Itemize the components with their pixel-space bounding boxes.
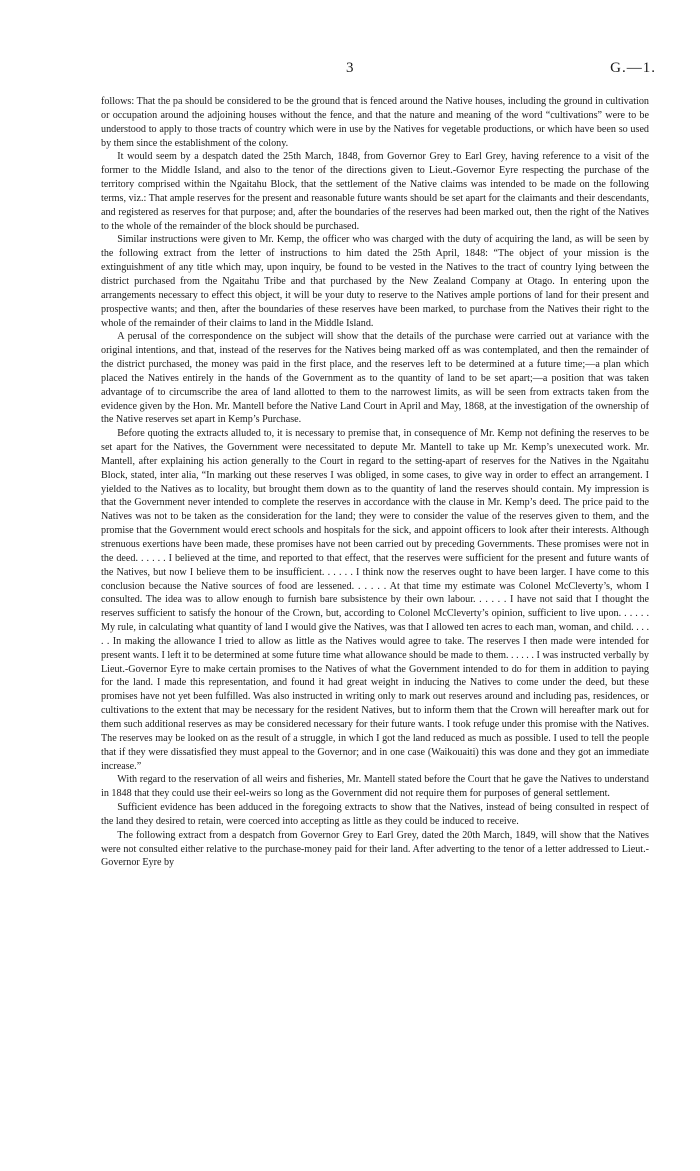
paragraph: It would seem by a despatch dated the 25th March, 1848, from Governor Grey to Earl Grey, having reference to a visit of the former to the Middle Island, and also to the tenor of the directions given to Lieut.-Governor Eyre respecting the purchase of the territory comprised within the Ngaitahu Block, that the settlement of the Native claims was intended to be made on the following terms, viz.: That ample reserves for the present and reasonable future wants should be set apart for the claimants and their descendants, and registered as reserves for that purpose; and, after the boundaries of the reserves had been marked out, then the right of the Natives to the whole of the remainder of the block should be purchased. bbox=[101, 151, 649, 232]
paragraph: Before quoting the extracts alluded to, it is necessary to premise that, in consequence of Mr. Kemp not defining the reserves to be set apart for the Natives, the Government were necessitated to depute Mr. Mantell to take up Mr. Kemp’s unexecuted work. Mr. Mantell, after explaining his action generally to the Court in regard to the setting-apart of reserves for the Natives in the Ngaitahu Block, stated, inter alia, “In marking out these reserves I was obliged, in some cases, to give way in order to effect an arrangement. I yielded to the Natives as to locality, but brought them down as to the quantity of land the reserves should contain. My impression is that the Government never intended to complete the reserves in accordance with the clause in Mr. Kemp’s deed. The price paid to the Natives was not to be taken as the consideration for the land; they were to consider the value of the reserves given to them, and the promise that the Government would erect schools and hospitals for the sick, and appoint officers to look after their interests. Although strenuous exertions have been made, these promises have not been carried out by preceding Governments. These promises were not in the deed. . . . . . I believed at the time, and reported to that effect, that the reserves were sufficient for the present and future wants of the Natives, but now I believe them to be insufficient. . . . . . I think now the reserves ought to have been larger. I have come to this conclusion because the Native sources of food are lessened. . . . . . At that time my estimate was Colonel McCleverty’s, whom I consulted. The idea was to allow enough to furnish bare subsistence by their own labour. . . . . . I have not said that I thought the reserves sufficient to satisfy the honour of the Crown, but, according to Colonel McCleverty’s opinion, sufficient to live upon. . . . . . My rule, in calculating what quantity of land I would give the Natives, was that I allowed ten acres to each man, woman, and child. . . . . . In making the allowance I tried to allow as little as the Natives would agree to take. The reserves I then made were intended for present wants. I left it to be determined at some future time what allowance should be made to them. . . . . . I was instructed verbally by Lieut.-Governor Eyre to make certain promises to the Natives of what the Government intended to do for them in addition to paying for the land. I made this representation, and found it had great weight in inducing the Natives to come under the deed, but these promises have not yet been fulfilled. Was also instructed in writing only to mark out reserves around and including pas, residences, or cultivations to the extent that may be necessary for the resident Natives, but to inform them that the Crown will hereafter mark out for them such additional reserves as may be considered necessary for their future wants. I took refuge under this promise with the Natives. The reserves may be looked on as the result of a struggle, in which I got the land reduced as much as possible. I used to tell the people that if they were dissatisfied they must appeal to the Governor; and in one case (Waikouaiti) this was done and they got an immediate increase.” bbox=[101, 428, 649, 772]
body-text bbox=[101, 95, 649, 870]
paragraph: Similar instructions were given to Mr. Kemp, the officer who was charged with the duty of acquiring the land, as will be seen by the following extract from the letter of instructions to him dated the 25th April, 1848: “The object of your mission is the extinguishment of any title which may, upon inquiry, be found to be vested in the Natives to the tract of country lying between the district purchased from the Ngaitahu Tribe and that purchased by the New Zealand Company at Otago. In entering upon the arrangements necessary to effect this object, it will be your duty to reserve to the Natives ample portions of land for their present and prospective wants; and then, after the boundaries of these reserves have been marked, to purchase from the Natives their right to the whole of the remainder of their claims to land in the Middle Island. bbox=[101, 234, 649, 329]
paragraph: With regard to the reservation of all weirs and fisheries, Mr. Mantell stated before the Court that he gave the Natives to understand in 1848 that they could use their eel-weirs so long as the Government did not require them for purposes of general settlement. bbox=[101, 774, 649, 800]
document-reference: G.—1. bbox=[610, 60, 656, 76]
paragraph: follows: That the pa should be considered to be the ground that is fenced around the Native houses, including the ground in cultivation or occupation around the adjoining houses without the fence, and that the nature and meaning of the word “cultivations” were to be understood to apply to those tracts of country which were in use by the Natives for vegetable productions, or which have been so used by them since the establishment of the colony. bbox=[101, 96, 649, 149]
paragraph: A perusal of the correspondence on the subject will show that the details of the purchase were carried out at variance with the original intentions, and that, instead of the reserves for the Natives being marked off as was contemplated, and then the remainder of the district purchased, the money was paid in the first place, and the reserves left to be determined at a future time;—a plan which placed the Natives entirely in the hands of the Government as to the quantity of land to be set apart;—a position that was taken advantage of to circumscribe the area of land allotted to them to the narrowest limits, as will be seen from extracts taken from the evidence given by the Hon. Mr. Mantell before the Native Land Court in April and May, 1868, at the investigation of the ownership of the Native reserves set apart in Kemp’s Purchase. bbox=[101, 331, 649, 426]
paragraph: Sufficient evidence has been adduced in the foregoing extracts to show that the Natives, instead of being consulted in respect of the land they desired to retain, were coerced into accepting as little as they could be induced to receive. bbox=[101, 802, 649, 827]
page-number: 3 bbox=[346, 60, 354, 76]
paragraph: The following extract from a despatch from Governor Grey to Earl Grey, dated the 20th March, 1849, will show that the Natives were not consulted either relative to the purchase-money paid for their land. After adverting to the tenor of a letter addressed to Lieut.-Governor Eyre by bbox=[101, 829, 649, 869]
